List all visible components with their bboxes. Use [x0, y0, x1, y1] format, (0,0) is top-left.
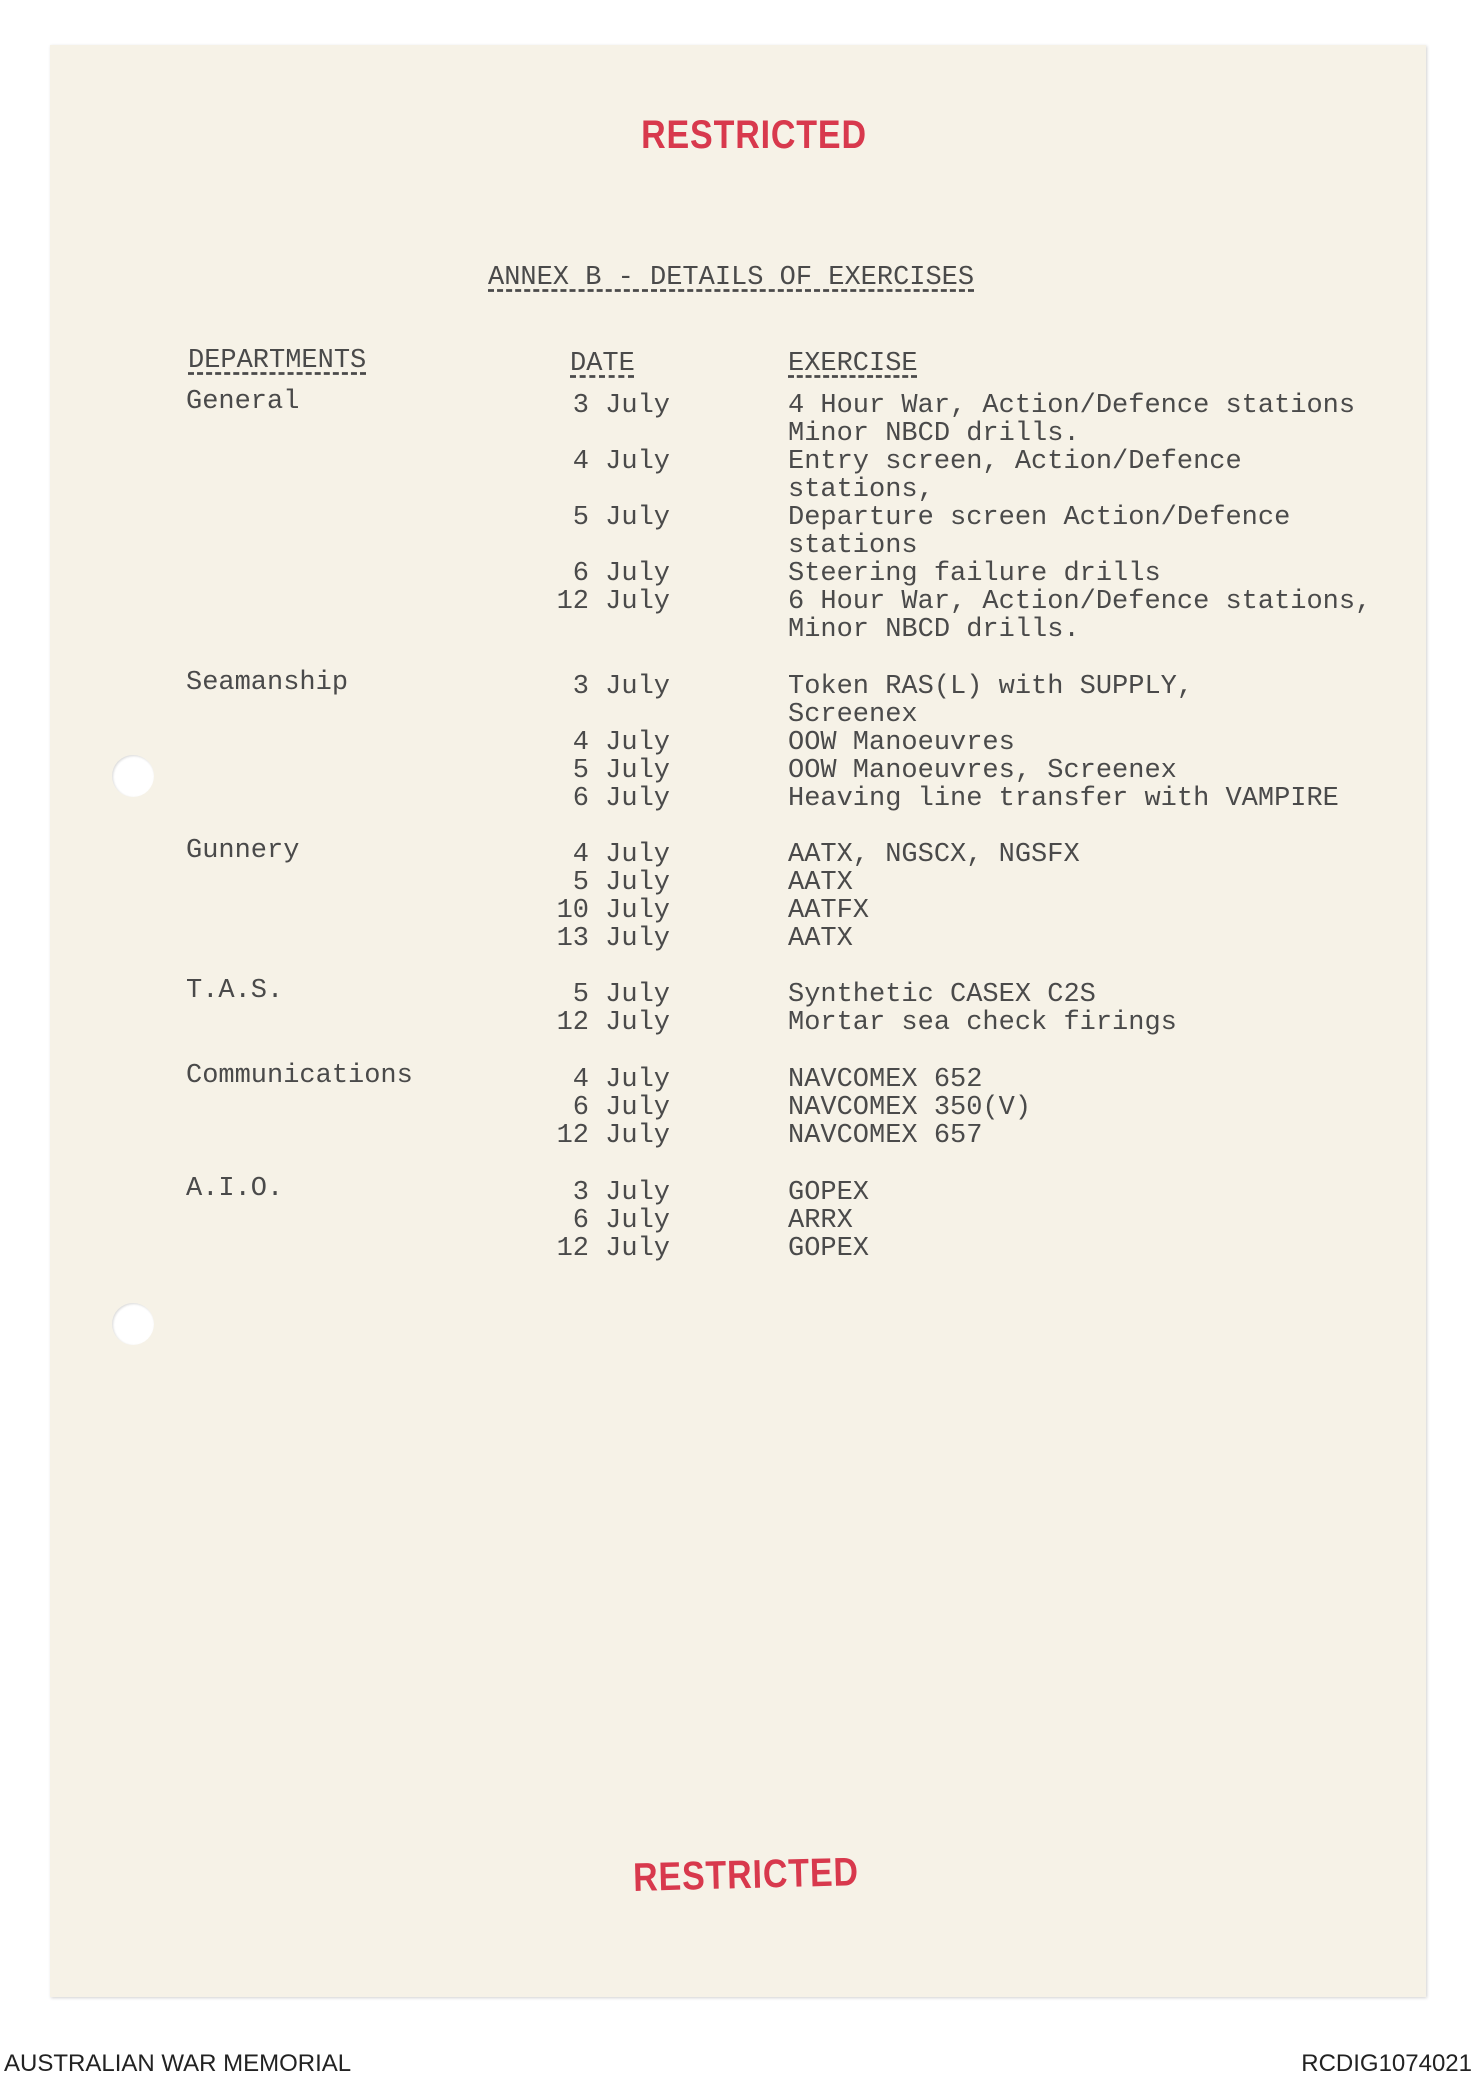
exercise-description: Minor NBCD drills.	[788, 615, 1080, 645]
exercise-date: 12 July	[556, 1234, 670, 1264]
exercise-description: 4 Hour War, Action/Defence stations	[788, 391, 1356, 421]
exercise-date: 3 July	[572, 391, 670, 421]
exercise-description: AATX, NGSCX, NGSFX	[788, 840, 1080, 870]
exercise-description: NAVCOMEX 350(V)	[788, 1093, 1032, 1123]
header-exercise: EXERCISE	[788, 349, 918, 379]
document-page	[50, 45, 1426, 1997]
exercise-description: Token RAS(L) with SUPPLY,	[788, 672, 1194, 702]
exercise-date: 5 July	[572, 868, 670, 898]
exercise-description: stations	[788, 531, 918, 561]
exercise-date: 6 July	[572, 784, 670, 814]
exercise-date: 5 July	[572, 980, 670, 1010]
exercise-description: Minor NBCD drills.	[788, 419, 1080, 449]
exercise-date: 4 July	[572, 728, 670, 758]
restricted-stamp-bottom: RESTRICTED	[632, 1850, 860, 1900]
exercise-date: 6 July	[572, 1206, 670, 1236]
department-label: Seamanship	[186, 668, 349, 698]
exercise-date: 4 July	[572, 840, 670, 870]
exercise-description: OOW Manoeuvres	[788, 728, 1015, 758]
exercise-description: stations,	[788, 475, 934, 505]
exercise-description: Steering failure drills	[788, 559, 1161, 589]
department-label: Communications	[186, 1061, 413, 1091]
exercise-date: 12 July	[556, 1121, 670, 1151]
exercise-date: 12 July	[556, 1008, 670, 1038]
exercise-date: 5 July	[572, 503, 670, 533]
exercise-description: Entry screen, Action/Defence	[788, 447, 1242, 477]
exercise-date: 4 July	[572, 447, 670, 477]
archive-credit: AUSTRALIAN WAR MEMORIAL	[4, 2050, 352, 2077]
exercise-description: OOW Manoeuvres, Screenex	[788, 756, 1177, 786]
exercise-description: Mortar sea check firings	[788, 1008, 1177, 1038]
exercise-description: AATX	[788, 868, 853, 898]
exercise-date: 5 July	[572, 756, 670, 786]
exercise-description: GOPEX	[788, 1178, 870, 1208]
exercise-description: Synthetic CASEX C2S	[788, 980, 1096, 1010]
exercise-description: ARRX	[788, 1206, 853, 1236]
exercise-date: 6 July	[572, 1093, 670, 1123]
department-label: A.I.O.	[186, 1174, 284, 1204]
exercise-description: AATX	[788, 924, 853, 954]
exercise-description: GOPEX	[788, 1234, 870, 1264]
exercise-description: Screenex	[788, 700, 918, 730]
exercise-date: 10 July	[556, 896, 670, 926]
exercise-date: 12 July	[556, 587, 670, 617]
exercise-description: 6 Hour War, Action/Defence stations,	[788, 587, 1372, 617]
exercise-description: AATFX	[788, 896, 870, 926]
header-departments: DEPARTMENTS	[188, 346, 367, 376]
exercise-description: Departure screen Action/Defence	[788, 503, 1291, 533]
exercise-date: 13 July	[556, 924, 670, 954]
header-date: DATE	[570, 349, 635, 379]
department-label: General	[186, 387, 300, 417]
exercise-description: NAVCOMEX 652	[788, 1065, 983, 1095]
exercise-date: 4 July	[572, 1065, 670, 1095]
restricted-stamp-top: RESTRICTED	[641, 113, 867, 157]
punch-hole	[112, 755, 154, 797]
archive-reference: RCDIG1074021	[1301, 2050, 1472, 2077]
exercise-description: Heaving line transfer with VAMPIRE	[788, 784, 1339, 814]
document-title: ANNEX B - DETAILS OF EXERCISES	[488, 263, 975, 293]
exercise-date: 3 July	[572, 672, 670, 702]
department-label: T.A.S.	[186, 976, 284, 1006]
exercise-description: NAVCOMEX 657	[788, 1121, 983, 1151]
exercise-date: 6 July	[572, 559, 670, 589]
punch-hole	[112, 1303, 154, 1345]
exercise-date: 3 July	[572, 1178, 670, 1208]
department-label: Gunnery	[186, 836, 300, 866]
